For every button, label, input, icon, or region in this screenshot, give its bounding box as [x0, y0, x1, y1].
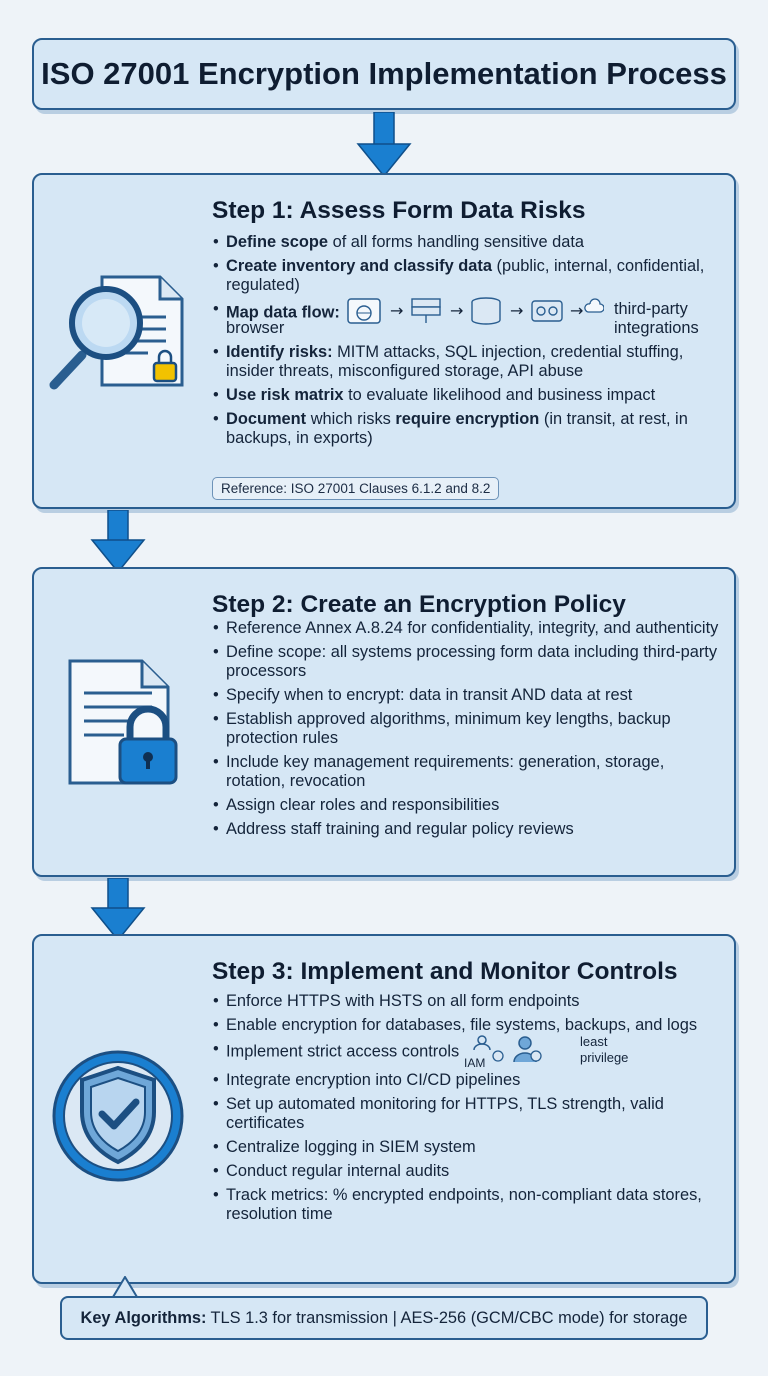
iam-label: IAM — [464, 1056, 486, 1070]
step-1-heading: Step 1: Assess Form Data Risks — [212, 197, 586, 224]
key-algorithms-label: Key Algorithms: — [80, 1308, 207, 1327]
step-2-panel — [32, 567, 736, 877]
step-1-panel — [32, 173, 736, 509]
document-magnifier-icon — [48, 271, 188, 391]
list-item: • Conduct regular internal audits — [212, 1162, 722, 1181]
reference-badge: Reference: ISO 27001 Clauses 6.1.2 and 8.2 — [212, 477, 499, 500]
step-2-heading: Step 2: Create an Encryption Policy — [212, 591, 626, 618]
list-item: • Create inventory and classify data (public, internal, confidential, regulated) — [212, 257, 722, 295]
list-item: • Map data flow: → → → → third-party integrations browser — [212, 300, 722, 338]
svg-text:→: → — [390, 301, 404, 320]
pointer-triangle-icon — [112, 1276, 138, 1298]
step-3-bullets — [212, 992, 722, 1229]
list-item: • Document which risks require encryption (in transit, at rest, in backups, in exports) — [212, 410, 722, 448]
list-item: • Assign clear roles and responsibilities — [212, 796, 722, 815]
title-banner — [32, 38, 736, 110]
list-item: • Identify risks: MITM attacks, SQL injection, credential stuffing, insider threats, misconfigured storage, API abuse — [212, 343, 722, 381]
list-item: • Use risk matrix to evaluate likelihood and business impact — [212, 386, 722, 405]
list-item: • Implement strict access controls IAM least privilege — [212, 1040, 722, 1066]
list-item: • Reference Annex A.8.24 for confidentiality, integrity, and authenticity — [212, 619, 722, 638]
step-2-bullets — [212, 619, 722, 844]
least-privilege-label: least privilege — [580, 1034, 629, 1065]
list-item: • Enforce HTTPS with HSTS on all form endpoints — [212, 992, 722, 1011]
list-item: • Integrate encryption into CI/CD pipelines — [212, 1071, 722, 1090]
list-item: • Define scope: all systems processing form data including third-party processors — [212, 643, 722, 681]
list-item: • Track metrics: % encrypted endpoints, non-compliant data stores, resolution time — [212, 1186, 722, 1224]
list-item: • Set up automated monitoring for HTTPS, TLS strength, valid certificates — [212, 1095, 722, 1133]
policy-document-lock-icon — [64, 657, 184, 789]
list-item: • Enable encryption for databases, file systems, backups, and logs — [212, 1016, 722, 1035]
flow-arrow-down-icon — [356, 112, 412, 178]
list-item: • Include key management requirements: generation, storage, rotation, revocation — [212, 753, 722, 791]
page-title: ISO 27001 Encryption Implementation Process — [41, 56, 727, 91]
step-3-heading: Step 3: Implement and Monitor Controls — [212, 958, 678, 985]
svg-text:→: → — [450, 301, 464, 320]
user-check-icon — [512, 1034, 542, 1064]
svg-text:→: → — [510, 301, 524, 320]
list-item: • Centralize logging in SIEM system — [212, 1138, 722, 1157]
svg-text:→: → — [570, 301, 584, 320]
list-item: • Specify when to encrypt: data in transit AND data at rest — [212, 686, 722, 705]
list-item: • Establish approved algorithms, minimum key lengths, backup protection rules — [212, 710, 722, 748]
key-algorithms-text: TLS 1.3 for transmission | AES-256 (GCM/CBC mode) for storage — [210, 1308, 688, 1327]
list-item: • Define scope of all forms handling sensitive data — [212, 233, 722, 252]
data-flow-icons — [346, 296, 604, 326]
step-1-bullets — [212, 233, 722, 453]
list-item: • Address staff training and regular policy reviews — [212, 820, 722, 839]
step-3-panel — [32, 934, 736, 1284]
key-algorithms-banner — [60, 1296, 708, 1340]
security-shield-check-icon — [50, 1048, 186, 1184]
